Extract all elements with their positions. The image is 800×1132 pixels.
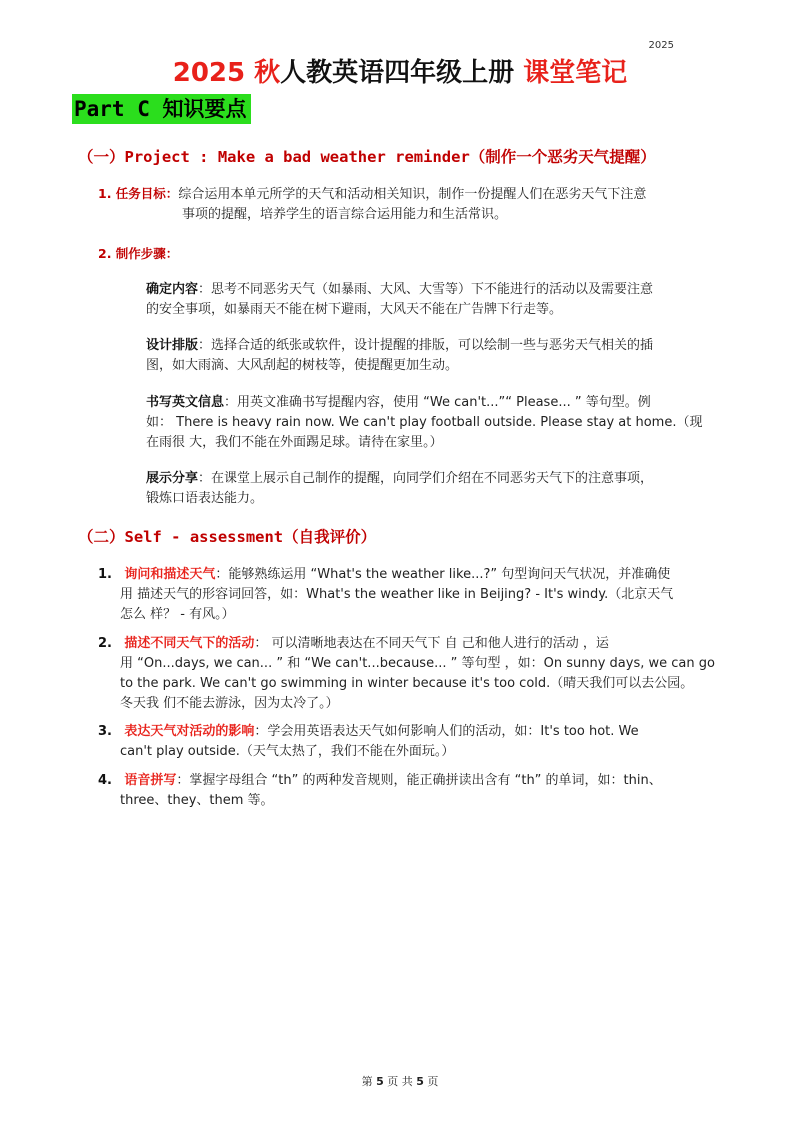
item-line: to the park. We can't go swimming in winter because it's too cold.（晴天我们可以去公园。 bbox=[120, 676, 694, 691]
step-line: ：用英文准确书写提醒内容，使用 “We can't...”“ Please... ” 等句型。例 bbox=[224, 395, 651, 410]
steps-label: 2. 制作步骤： bbox=[98, 246, 179, 261]
assessment-item bbox=[98, 722, 738, 762]
goal-line1: 综合运用本单元所学的天气和活动相关知识，制作一份提醒人们在恶劣天气下注意 bbox=[178, 187, 647, 202]
section2-heading: （二）Self - assessment（自我评价） bbox=[78, 528, 377, 546]
item-line: 怎么 样？ - 有风。） bbox=[120, 607, 235, 622]
step-line: 锻炼口语表达能力。 bbox=[146, 491, 264, 506]
item-title: 语音拼写 bbox=[124, 773, 177, 788]
item-line: three、they、them 等。 bbox=[120, 793, 274, 808]
page-footer bbox=[0, 1073, 800, 1089]
item-number: 2. bbox=[98, 636, 112, 651]
goal-line2: 事项的提醒，培养学生的语言综合运用能力和生活常识。 bbox=[182, 207, 508, 222]
item-title: 询问和描述天气 bbox=[124, 567, 216, 582]
assessment-item bbox=[98, 771, 738, 811]
item-line: ：能够熟练运用 “What's the weather like...?” 句型询问天气状况，并准确使 bbox=[215, 567, 671, 582]
assessment-item bbox=[98, 565, 738, 625]
footer-total-pages: 5 bbox=[416, 1075, 424, 1088]
step-title: 书写英文信息 bbox=[146, 395, 225, 410]
step-item bbox=[146, 393, 736, 453]
goal-label: 1. 任务目标： bbox=[98, 186, 179, 201]
item-number: 4. bbox=[98, 773, 112, 788]
step-line: ：思考不同恶劣天气（如暴雨、大风、大雪等）下不能进行的活动以及需要注意 bbox=[198, 282, 654, 297]
step-title: 确定内容 bbox=[146, 282, 199, 297]
item-number: 3. bbox=[98, 724, 112, 739]
item-line: can't play outside.（天气太热了，我们不能在外面玩。） bbox=[120, 744, 455, 759]
step-line: ：在课堂上展示自己制作的提醒，向同学们介绍在不同恶劣天气下的注意事项， bbox=[198, 471, 654, 486]
step-line: 在雨很 大，我们不能在外面踢足球。请待在家里。） bbox=[146, 435, 443, 450]
step-item bbox=[146, 336, 736, 376]
footer-middle: 页 共 bbox=[387, 1075, 413, 1088]
goal-block bbox=[98, 184, 738, 225]
item-line: 用 描述天气的形容词回答，如：What's the weather like in Beijing? - It's windy.（北京天气 bbox=[120, 587, 674, 602]
title-year: 2025 秋 bbox=[172, 58, 281, 88]
item-number: 1. bbox=[98, 567, 112, 582]
step-line: 图，如大雨滴、大风刮起的树枝等，使提醒更加生动。 bbox=[146, 358, 459, 373]
item-line: ：学会用英语表达天气如何影响人们的活动，如：It's too hot. We bbox=[254, 724, 639, 739]
title-notes: 课堂笔记 bbox=[523, 58, 628, 88]
footer-suffix: 页 bbox=[427, 1075, 439, 1088]
step-item bbox=[146, 469, 736, 509]
step-line: 如： There is heavy rain now. We can't play football outside. Please stay at home.（现 bbox=[146, 415, 703, 430]
step-item bbox=[146, 280, 736, 320]
step-title: 展示分享 bbox=[146, 471, 199, 486]
section1-heading: （一）Project : Make a bad weather reminder（制作一个恶劣天气提醒） bbox=[78, 148, 656, 166]
title-book: 人教英语四年级上册 bbox=[280, 58, 515, 88]
year-tag: 2025 bbox=[648, 40, 674, 51]
step-line: ：选择合适的纸张或软件，设计提醒的排版，可以绘制一些与恶劣天气相关的插 bbox=[198, 338, 654, 353]
item-line: ： 可以清晰地表达在不同天气下 自 己和他人进行的活动 ，运 bbox=[254, 636, 609, 651]
step-title: 设计排版 bbox=[146, 338, 199, 353]
step-line: 的安全事项，如暴雨天不能在树下避雨，大风天不能在广告牌下行走等。 bbox=[146, 302, 563, 317]
item-line: ：掌握字母组合 “th” 的两种发音规则，能正确拼读出含有 “th” 的单词，如：thin、 bbox=[176, 773, 662, 788]
item-title: 描述不同天气下的活动 bbox=[124, 636, 255, 651]
item-line: 冬天我 们不能去游泳，因为太冷了。） bbox=[120, 696, 339, 711]
footer-page-number: 5 bbox=[376, 1075, 384, 1088]
item-title: 表达天气对活动的影响 bbox=[124, 724, 255, 739]
item-line: 用 “On...days, we can... ” 和 “We can't...because... ” 等句型 ，如：On sunny days, we can go bbox=[120, 656, 715, 671]
assessment-item bbox=[98, 634, 738, 714]
page-title bbox=[0, 52, 800, 89]
part-c-label: Part C 知识要点 bbox=[72, 94, 251, 124]
footer-prefix: 第 bbox=[361, 1075, 373, 1088]
